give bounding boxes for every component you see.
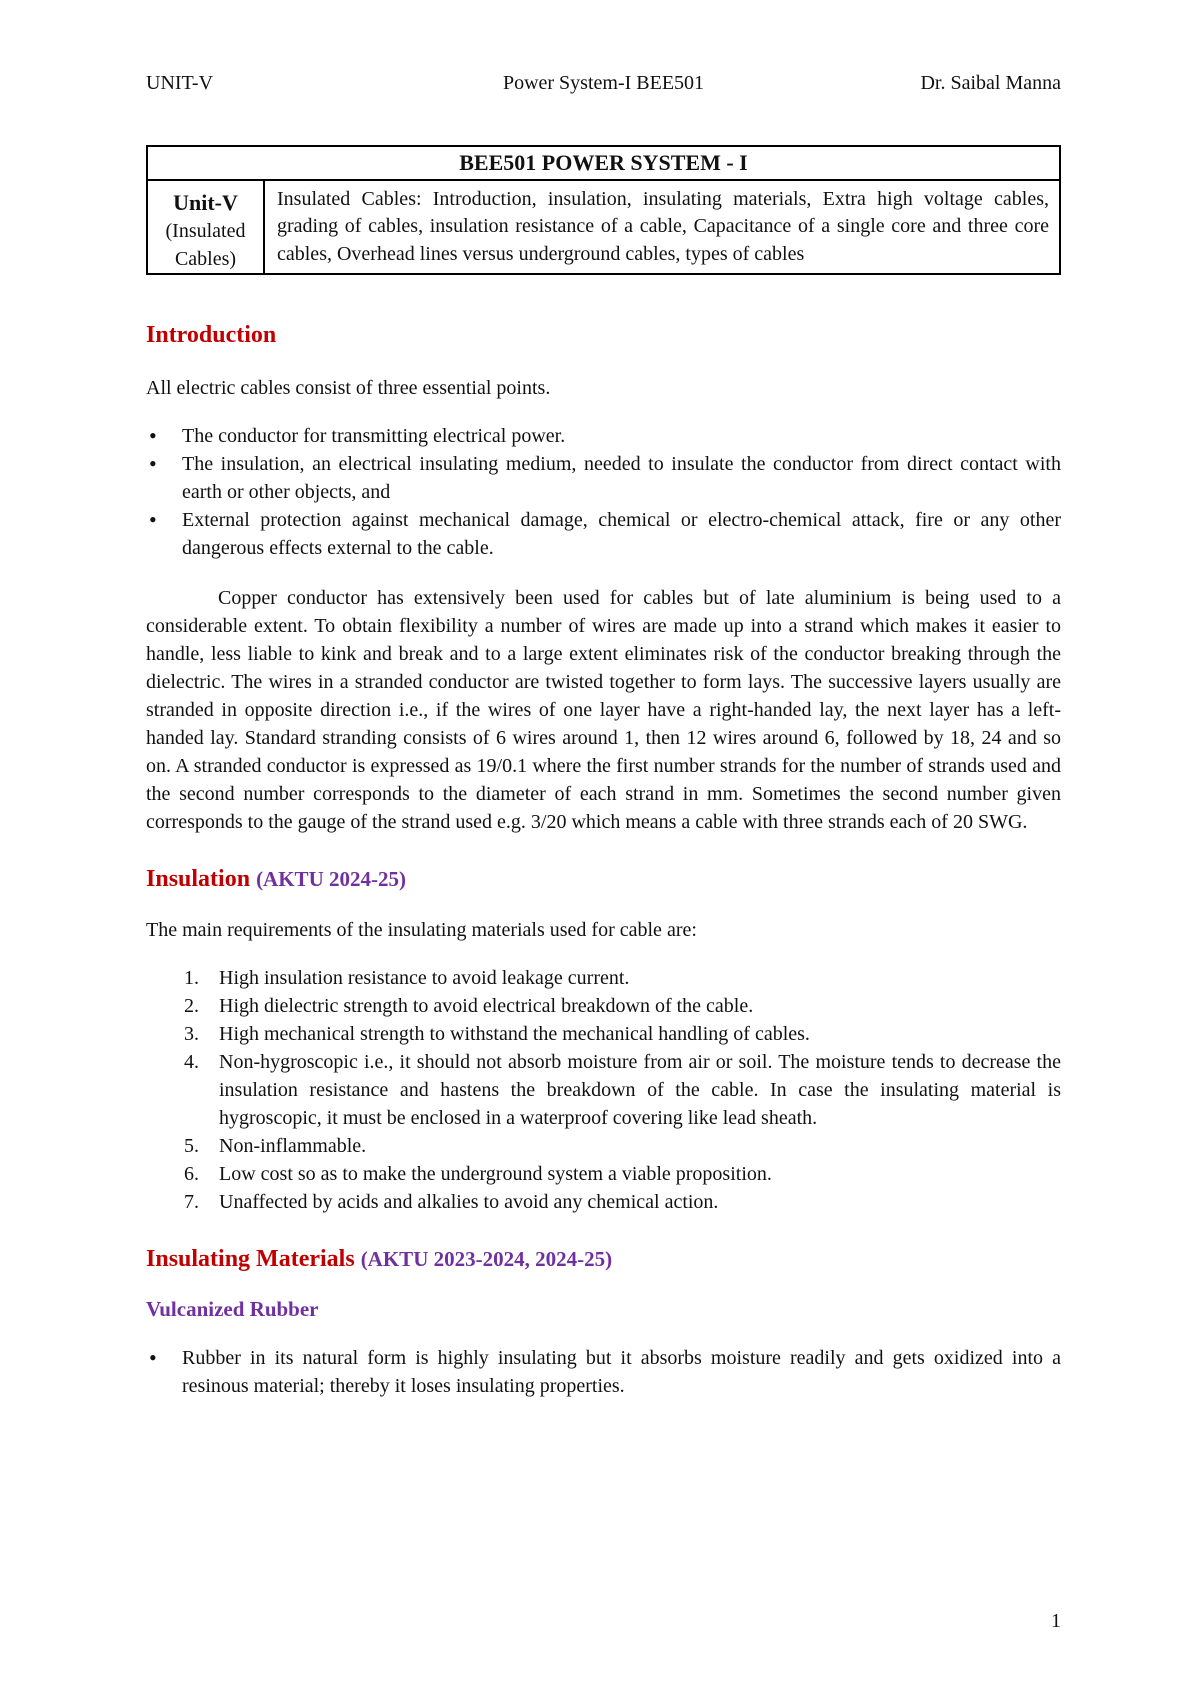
header-author: Dr. Saibal Manna	[920, 72, 1061, 94]
insulation-heading	[146, 862, 1061, 896]
introduction-paragraph: Copper conductor has extensively been used for cables but of late aluminium is being used to a considerable extent. To obtain flexibility a number of wires are made up into a strand which makes it easier to handle, less liable to kink and break and to a large extent eliminates risk of the conductor breaking through the dielectric. The wires in a stranded conductor are twisted together to form lays. The successive layers usually are stranded in opposite direction i.e., if the wires of one layer have a right-handed lay, the next layer has a left-handed lay. Standard stranding consists of 6 wires around 1, then 12 wires around 6, followed by 18, 24 and so on. A stranded conductor is expressed as 19/0.1 where the first number strands for the number of strands used and the second number corresponds to the diameter of each strand in mm. Sometimes the second number given corresponds to the gauge of the strand used e.g. 3/20 which means a cable with three strands each of 20 SWG.	[146, 587, 1061, 833]
materials-title: Insulating Materials	[146, 1246, 355, 1272]
list-item: 7. Unaffected by acids and alkalies to avoid any chemical action.	[184, 1191, 719, 1213]
document-content	[146, 318, 1061, 1400]
introduction-lead: All electric cables consist of three essential points.	[146, 377, 551, 399]
header-unit: UNIT-V	[146, 72, 214, 94]
insulation-title: Insulation	[146, 866, 251, 892]
page-number: 1	[1051, 1610, 1061, 1632]
syllabus-title: BEE501 POWER SYSTEM - I	[147, 146, 1060, 180]
syllabus-unit-sub: (Insulated Cables)	[165, 220, 246, 270]
list-item: • Rubber in its natural form is highly insulating but it absorbs moisture readily and gets oxidized into a resinous material; thereby it loses insulating properties.	[146, 1344, 1061, 1400]
list-item: 5. Non-inflammable.	[184, 1135, 367, 1157]
syllabus-table	[146, 145, 1061, 275]
page-header	[146, 72, 1061, 102]
insulation-tag: (AKTU 2024-25)	[256, 867, 406, 891]
syllabus-unit-cell	[147, 180, 264, 274]
list-item: 2. High dielectric strength to avoid electrical breakdown of the cable.	[184, 995, 754, 1017]
list-item: 4. Non-hygroscopic i.e., it should not absorb moisture from air or soil. The moisture tends to decrease the insulation resistance and hastens the breakdown of the cable. In case the insulating material is hygroscopic, it must be enclosed in a waterproof covering like lead sheath.	[184, 1051, 1061, 1129]
introduction-heading: Introduction	[146, 322, 277, 348]
insulation-lead: The main requirements of the insulating materials used for cable are:	[146, 919, 697, 941]
list-item: • External protection against mechanical damage, chemical or electro-chemical attack, fire or any other dangerous effects external to the cable.	[146, 506, 1061, 562]
materials-tag: (AKTU 2023-2024, 2024-25)	[360, 1247, 613, 1271]
list-item: 6. Low cost so as to make the underground system a viable proposition.	[184, 1163, 772, 1185]
materials-heading	[146, 1242, 1061, 1276]
syllabus-description: Insulated Cables: Introduction, insulation, insulating materials, Extra high voltage cables, grading of cables, insulation resistance of a cable, Capacitance of a single core and three core cables, Overhead lines versus underground cables, types of cables	[264, 180, 1060, 274]
introduction-bullets	[146, 422, 1061, 562]
insulation-requirements	[146, 964, 1061, 1216]
list-item: 3. High mechanical strength to withstand the mechanical handling of cables.	[184, 1023, 810, 1045]
syllabus-unit: Unit-V	[173, 190, 238, 215]
list-item: 1. High insulation resistance to avoid leakage current.	[184, 967, 630, 989]
list-item: • The conductor for transmitting electrical power.	[146, 422, 1061, 450]
vulcanized-rubber-heading: Vulcanized Rubber	[146, 1297, 319, 1321]
header-course: Power System-I BEE501	[502, 72, 705, 94]
list-item: • The insulation, an electrical insulating medium, needed to insulate the conductor from direct contact with earth or other objects, and	[146, 450, 1061, 506]
materials-bullets	[146, 1344, 1061, 1400]
